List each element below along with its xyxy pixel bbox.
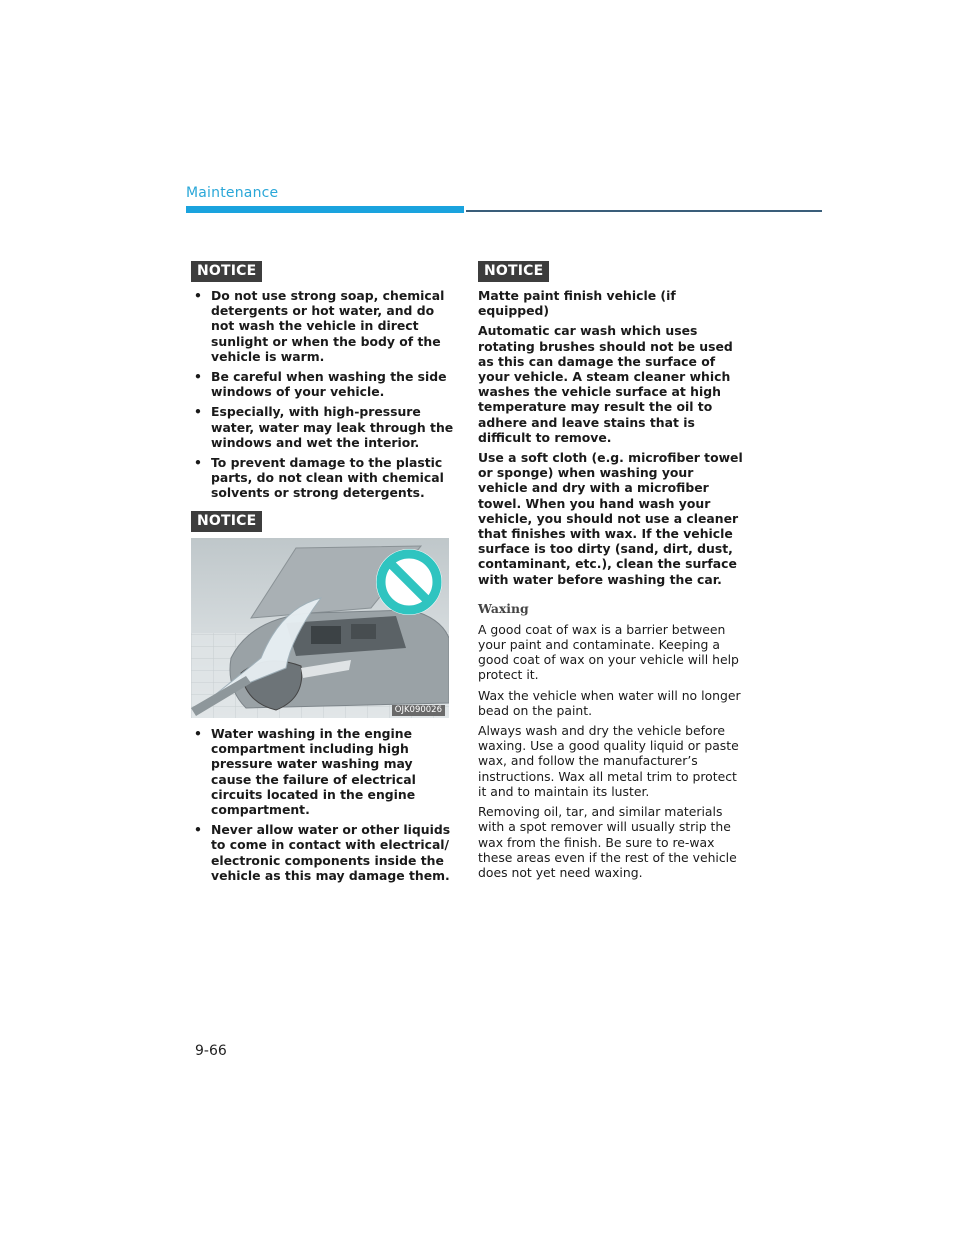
waxing-paragraph: Wax the vehicle when water will no longer bead on the paint. bbox=[478, 687, 741, 718]
notice-badge: NOTICE bbox=[191, 261, 262, 282]
notice-1-body bbox=[191, 288, 456, 506]
list-item: • To prevent damage to the plastic parts, do not clean with chemical solvents or strong detergents. bbox=[191, 455, 456, 501]
list-item: • Be careful when washing the side windows of your vehicle. bbox=[191, 369, 456, 399]
page-number: 9-66 bbox=[195, 1043, 227, 1059]
waxing-heading: Waxing bbox=[478, 600, 529, 616]
list-item: • Water washing in the engine compartment including high pressure water washing may cause the failure of electrical circuits located in the engine compartment. bbox=[191, 726, 456, 817]
notice-2-body bbox=[191, 726, 456, 888]
header-rule-thin bbox=[466, 210, 822, 212]
engine-wash-image bbox=[191, 538, 449, 718]
waxing-paragraph: A good coat of wax is a barrier between your paint and contaminate. Keeping a good coat of wax on your vehicle will help protect it. bbox=[478, 621, 739, 683]
notice-3-paragraph: Use a soft cloth (e.g. microfiber towel or sponge) when washing your vehicle and dry with a microfiber towel. When you hand wash your vehicle, you should not use a cleaner that finishes with wax. If the vehicle surface is too dirty (sand, dirt, dust, contaminant, etc.), clean the surface with water before washing the car. bbox=[478, 450, 743, 587]
notice-1-list bbox=[191, 288, 456, 501]
notice-3-title: Matte paint finish vehicle (if equipped) bbox=[478, 288, 676, 319]
notice-badge: NOTICE bbox=[478, 261, 549, 282]
notice-badge: NOTICE bbox=[191, 511, 262, 532]
engine-wash-illustration bbox=[191, 538, 449, 718]
notice-3-paragraph: Automatic car wash which uses rotating brushes should not be used as this can damage the surface of your vehicle. A steam cleaner which washes the vehicle surface at high temperature may result the oil to adhere and leave stains that is difficult to remove. bbox=[478, 323, 733, 445]
notice-3-body bbox=[478, 288, 743, 885]
notice-2-list bbox=[191, 726, 456, 883]
list-item: • Do not use strong soap, chemical detergents or hot water, and do not wash the vehicle in direct sunlight or when the body of the vehicle is warm. bbox=[191, 288, 456, 364]
figure-code: OJK090026 bbox=[392, 705, 445, 716]
header-rule-accent bbox=[186, 206, 464, 213]
list-item: • Especially, with high-pressure water, water may leak through the windows and wet the interior. bbox=[191, 404, 456, 450]
waxing-paragraph: Removing oil, tar, and similar materials with a spot remover will usually strip the wax from the finish. Be sure to re-wax these areas even if the rest of the vehicle does not yet need waxing. bbox=[478, 804, 737, 880]
list-item: • Never allow water or other liquids to come in contact with electrical/ electronic components inside the vehicle as this may damage them. bbox=[191, 822, 456, 883]
section-title: Maintenance bbox=[186, 185, 279, 201]
waxing-paragraph: Always wash and dry the vehicle before waxing. Use a good quality liquid or paste wax, and follow the manufacturer’s instructions. Wax all metal trim to protect it and to maintain its luster. bbox=[478, 723, 739, 799]
